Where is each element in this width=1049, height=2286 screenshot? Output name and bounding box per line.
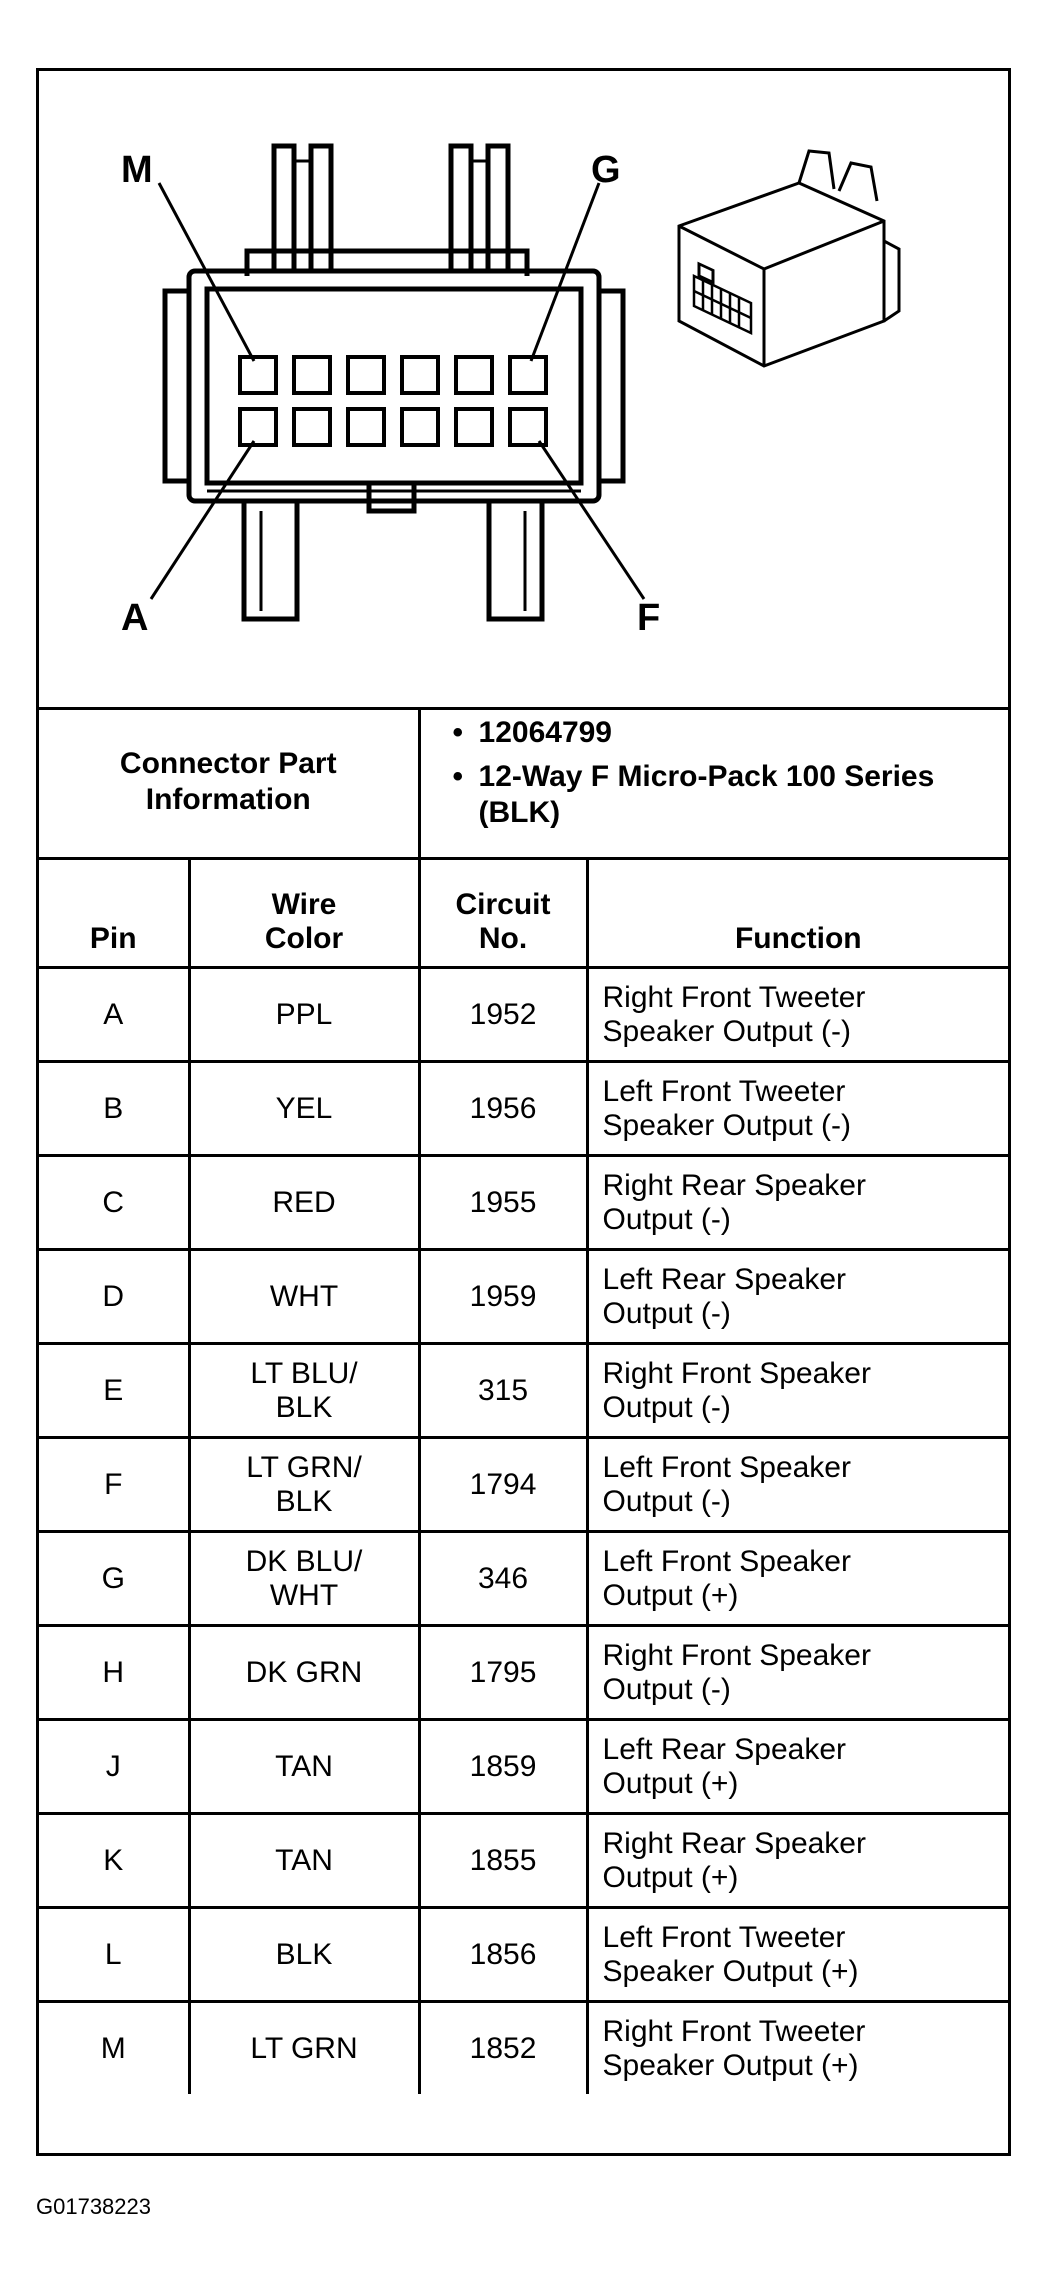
circuit-no-cell — [419, 1626, 587, 1720]
pin-cell-text: C — [102, 1185, 125, 1219]
wire-color-cell — [189, 1814, 419, 1908]
function-cell-text: Left Rear Speaker Output (-) — [602, 1262, 846, 1330]
wire-color-cell-text: YEL — [275, 1091, 333, 1125]
wire-color-cell-text: DK BLU/ WHT — [245, 1544, 363, 1612]
pin-cell-text: F — [104, 1467, 123, 1501]
wire-color-cell — [189, 2002, 419, 2095]
callout-a: A — [121, 597, 149, 639]
circuit-no-cell — [419, 1156, 587, 1250]
pin-cell — [39, 1720, 189, 1814]
table-row — [39, 968, 1008, 1062]
pin-cell — [39, 1156, 189, 1250]
pinout-table — [39, 707, 1008, 2094]
wire-color-cell — [189, 1908, 419, 2002]
callout-g: G — [591, 149, 621, 191]
part-number: • 12064799 — [479, 715, 1009, 751]
wire-color-cell — [189, 1250, 419, 1344]
function-cell — [587, 1344, 1008, 1438]
pin-cell-text: G — [101, 1561, 125, 1595]
function-cell-text: Left Rear Speaker Output (+) — [602, 1732, 846, 1800]
function-cell-text: Right Rear Speaker Output (+) — [602, 1826, 866, 1894]
circuit-no-cell — [419, 1814, 587, 1908]
header-circuit-no-label: Circuit No. — [455, 888, 551, 955]
function-cell — [587, 1438, 1008, 1532]
circuit-no-cell-text: 346 — [477, 1561, 529, 1595]
circuit-no-cell — [419, 1720, 587, 1814]
function-cell — [587, 1532, 1008, 1626]
wire-color-cell-text: PPL — [275, 997, 333, 1031]
callout-m: M — [121, 149, 153, 191]
circuit-no-cell-text: 1852 — [469, 2031, 537, 2065]
connector-isometric-view — [679, 151, 899, 366]
connector-sheet — [36, 68, 1011, 2156]
pin-cavities — [240, 357, 546, 445]
pin-cell — [39, 1344, 189, 1438]
circuit-no-cell-text: 1794 — [469, 1467, 537, 1501]
pin-cell — [39, 968, 189, 1062]
wire-color-cell-text: RED — [272, 1185, 336, 1219]
circuit-no-cell-text: 1856 — [469, 1937, 537, 1971]
function-cell-text: Right Front Speaker Output (-) — [602, 1638, 871, 1706]
pin-cell-text: D — [102, 1279, 125, 1313]
pin-cell-text: E — [103, 1373, 124, 1407]
function-cell — [587, 1908, 1008, 2002]
header-pin: Pin — [39, 859, 189, 968]
function-cell-text: Right Front Tweeter Speaker Output (+) — [602, 2014, 866, 2082]
leader-lines — [151, 183, 644, 599]
pin-cell — [39, 1908, 189, 2002]
function-cell — [587, 1156, 1008, 1250]
function-cell — [587, 1626, 1008, 1720]
isometric-pin-grid — [694, 276, 751, 333]
wire-color-cell-text: LT BLU/ BLK — [250, 1356, 358, 1424]
pin-cell — [39, 1062, 189, 1156]
figure-code: G01738223 — [36, 2194, 151, 2219]
wire-color-cell — [189, 1344, 419, 1438]
pin-cell — [39, 1250, 189, 1344]
pin-rows — [39, 968, 1008, 2095]
table-row — [39, 1532, 1008, 1626]
wire-color-cell-text: WHT — [269, 1279, 339, 1313]
table-row — [39, 1438, 1008, 1532]
circuit-no-cell-text: 1855 — [469, 1843, 537, 1877]
wire-color-cell-text: TAN — [275, 1843, 333, 1877]
wire-color-cell — [189, 1062, 419, 1156]
function-cell — [587, 1250, 1008, 1344]
table-row — [39, 1908, 1008, 2002]
pin-cell — [39, 2002, 189, 2095]
circuit-no-cell — [419, 2002, 587, 2095]
pin-cell — [39, 1532, 189, 1626]
wire-color-cell — [189, 1156, 419, 1250]
pin-cell-text: L — [104, 1937, 122, 1971]
function-cell-text: Left Front Speaker Output (-) — [602, 1450, 851, 1518]
circuit-no-cell-text: 1955 — [469, 1185, 537, 1219]
pin-cell — [39, 1626, 189, 1720]
table-row — [39, 1156, 1008, 1250]
pin-cell-text: B — [103, 1091, 124, 1125]
circuit-no-cell — [419, 1532, 587, 1626]
circuit-no-cell-text: 1795 — [469, 1655, 537, 1689]
circuit-no-cell — [419, 1062, 587, 1156]
wire-color-cell-text: BLK — [275, 1937, 333, 1971]
table-row — [39, 2002, 1008, 2095]
wire-color-cell — [189, 1532, 419, 1626]
circuit-no-cell — [419, 1344, 587, 1438]
circuit-no-cell-text: 1956 — [469, 1091, 537, 1125]
pin-cell-text: K — [103, 1843, 124, 1877]
function-cell — [587, 1720, 1008, 1814]
function-cell — [587, 968, 1008, 1062]
header-wire-color — [189, 859, 419, 968]
pin-cell-text: J — [105, 1749, 121, 1783]
circuit-no-cell — [419, 1250, 587, 1344]
table-row — [39, 1062, 1008, 1156]
table-row — [39, 1250, 1008, 1344]
circuit-no-cell-text: 1859 — [469, 1749, 537, 1783]
function-cell-text: Right Front Tweeter Speaker Output (-) — [602, 980, 866, 1048]
circuit-no-cell-text: 315 — [477, 1373, 529, 1407]
part-description: • 12-Way F Micro-Pack 100 Series (BLK) — [479, 759, 1009, 831]
wire-color-cell-text: LT GRN — [250, 2031, 358, 2065]
circuit-no-cell — [419, 968, 587, 1062]
header-function: Function — [587, 859, 1008, 968]
header-wire-color-label: Wire Color — [264, 888, 344, 955]
function-cell — [587, 2002, 1008, 2095]
wire-color-cell-text: LT GRN/ BLK — [246, 1450, 362, 1518]
part-info-values — [419, 707, 1008, 859]
connector-drawing — [39, 71, 1008, 707]
part-info-label: Connector Part Information — [39, 707, 419, 859]
pin-cell — [39, 1438, 189, 1532]
circuit-no-cell — [419, 1438, 587, 1532]
function-cell — [587, 1814, 1008, 1908]
wire-color-cell — [189, 1438, 419, 1532]
wire-color-cell-text: DK GRN — [245, 1655, 363, 1689]
circuit-no-cell-text: 1959 — [469, 1279, 537, 1313]
function-cell-text: Right Front Speaker Output (-) — [602, 1356, 871, 1424]
table-row — [39, 1814, 1008, 1908]
wire-color-cell — [189, 1626, 419, 1720]
function-cell-text: Left Front Tweeter Speaker Output (-) — [602, 1074, 851, 1142]
circuit-no-cell-text: 1952 — [469, 997, 537, 1031]
pin-cell-text: M — [100, 2031, 126, 2065]
header-row — [39, 859, 1008, 968]
table-row — [39, 1626, 1008, 1720]
wire-color-cell-text: TAN — [275, 1749, 333, 1783]
table-row — [39, 1344, 1008, 1438]
function-cell-text: Left Front Speaker Output (+) — [602, 1544, 851, 1612]
function-cell-text: Right Rear Speaker Output (-) — [602, 1168, 866, 1236]
function-cell-text: Left Front Tweeter Speaker Output (+) — [602, 1920, 859, 1988]
header-circuit-no — [419, 859, 587, 968]
circuit-no-cell — [419, 1908, 587, 2002]
pin-cell — [39, 1814, 189, 1908]
function-cell — [587, 1062, 1008, 1156]
part-info-row — [39, 707, 1008, 859]
wire-color-cell — [189, 968, 419, 1062]
wire-color-cell — [189, 1720, 419, 1814]
pin-cell-text: H — [102, 1655, 125, 1689]
pin-cell-text: A — [103, 997, 124, 1031]
callout-f: F — [637, 597, 661, 639]
table-row — [39, 1720, 1008, 1814]
connector-diagram — [39, 71, 1008, 710]
